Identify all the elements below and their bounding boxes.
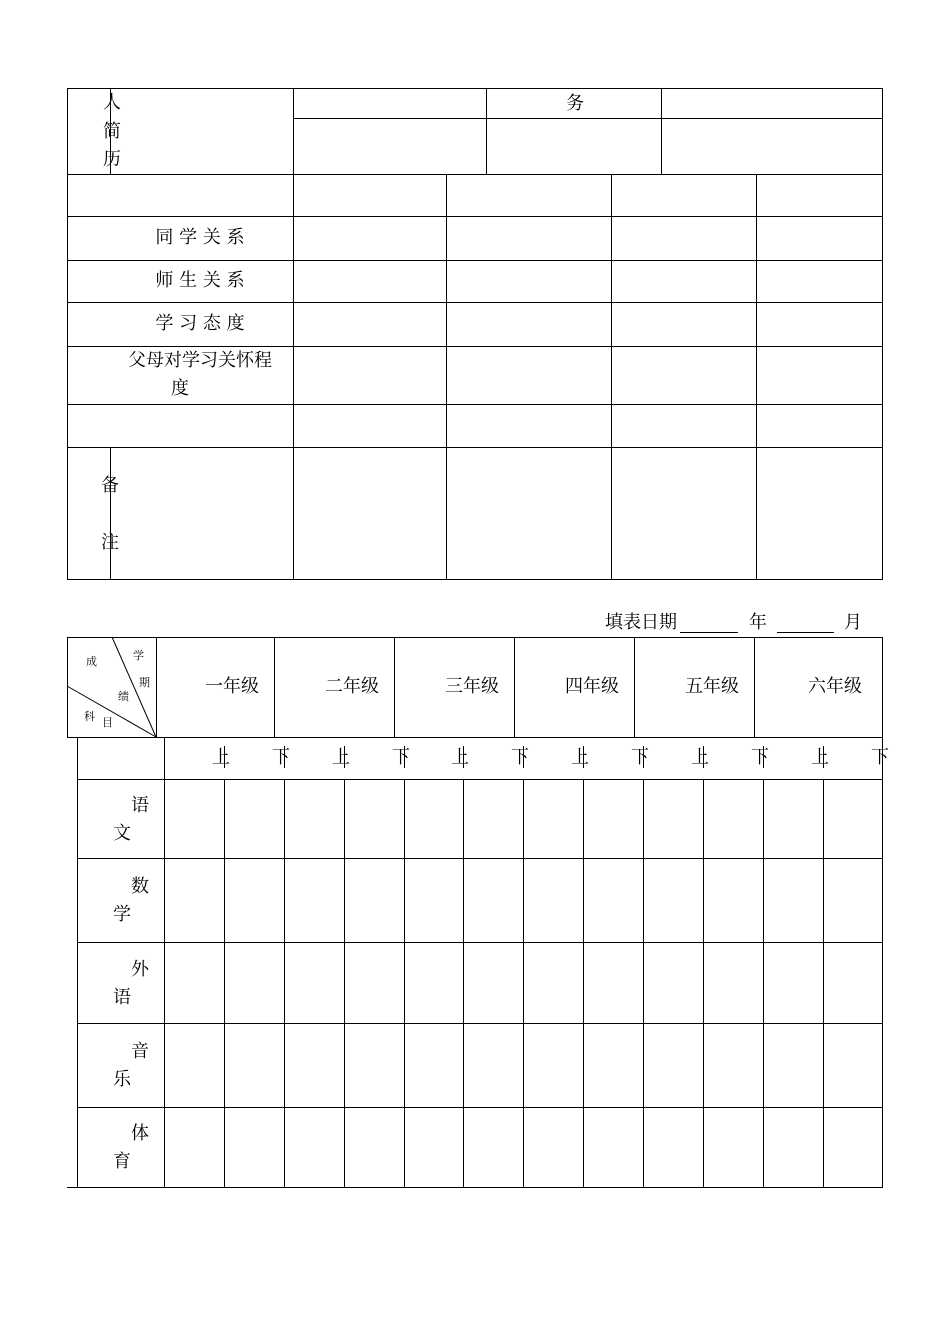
grade-label: 二年级 xyxy=(325,676,379,697)
corner-ke: 科 xyxy=(84,710,95,723)
subject-label-char: 学 xyxy=(113,904,131,925)
subject-label-char: 文 xyxy=(113,823,131,844)
parent-care-label-line1: 父母对学习关怀程 xyxy=(128,350,272,371)
term-divider xyxy=(643,779,644,1188)
fill-date-prefix: 填表日期 xyxy=(605,612,677,633)
study-attitude-label: 学 习 态 度 xyxy=(155,313,245,334)
grade-label: 五年级 xyxy=(685,676,739,697)
resume-label-char: 人 xyxy=(103,92,121,113)
term-divider xyxy=(763,779,764,1188)
corner-cheng: 成 xyxy=(86,655,97,668)
grade-label: 一年级 xyxy=(205,676,259,697)
subject-label-char: 育 xyxy=(113,1151,131,1172)
term-lower-label: 下 xyxy=(751,747,769,768)
term-divider xyxy=(404,779,405,1188)
fill-date-month-unit: 月 xyxy=(844,612,862,633)
grade-label: 三年级 xyxy=(445,676,499,697)
term-divider xyxy=(344,779,345,1188)
term-lower-label: 下 xyxy=(272,747,290,768)
subject-label-char: 语 xyxy=(131,795,149,816)
subject-label-char: 体 xyxy=(131,1123,149,1144)
resume-label-char: 简 xyxy=(103,121,121,142)
subject-label-char: 语 xyxy=(113,987,131,1008)
subject-label-char: 外 xyxy=(131,959,149,980)
teacher-relation-label: 师 生 关 系 xyxy=(155,270,245,291)
term-divider xyxy=(703,779,704,1188)
subject-label-char: 乐 xyxy=(113,1069,131,1090)
term-divider xyxy=(284,779,285,1188)
term-upper-label: 上 xyxy=(691,747,709,768)
grades-body-right xyxy=(882,737,883,1188)
term-upper-label: 上 xyxy=(212,747,230,768)
term-divider xyxy=(224,779,225,1188)
remarks-label-char: 注 xyxy=(101,532,119,553)
term-divider xyxy=(463,779,464,1188)
term-upper-label: 上 xyxy=(451,747,469,768)
corner-ji: 绩 xyxy=(118,690,129,703)
parent-care-label-line2: 度 xyxy=(171,378,189,399)
fill-date-year-unit: 年 xyxy=(749,612,767,633)
grade-label: 六年级 xyxy=(808,676,862,697)
term-lower-label: 下 xyxy=(392,747,410,768)
corner-qi: 期 xyxy=(139,676,150,689)
term-lower-label: 下 xyxy=(511,747,529,768)
term-divider xyxy=(523,779,524,1188)
grades-body-bottom xyxy=(67,1187,883,1188)
grade-label: 四年级 xyxy=(565,676,619,697)
classmate-relation-label: 同 学 关 系 xyxy=(155,227,245,248)
term-upper-label: 上 xyxy=(332,747,350,768)
resume-label-char: 历 xyxy=(103,149,121,170)
corner-mu: 目 xyxy=(102,716,113,729)
subject-label-char: 音 xyxy=(131,1041,149,1062)
term-upper-label: 上 xyxy=(811,747,829,768)
subject-divider xyxy=(164,737,165,1188)
term-lower-label: 下 xyxy=(631,747,649,768)
term-divider xyxy=(823,779,824,1188)
duty-label: 务 xyxy=(566,93,584,114)
term-upper-label: 上 xyxy=(571,747,589,768)
term-divider xyxy=(583,779,584,1188)
subject-label-char: 数 xyxy=(131,876,149,897)
remarks-label-char: 备 xyxy=(101,475,119,496)
term-lower-label: 下 xyxy=(871,747,889,768)
corner-xue: 学 xyxy=(133,649,144,662)
grades-body-left xyxy=(77,737,78,1188)
